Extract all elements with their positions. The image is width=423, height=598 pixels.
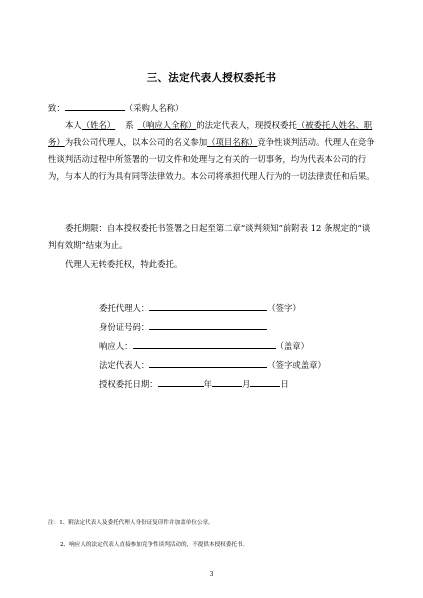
para1-text-1: 本人 bbox=[65, 120, 82, 130]
purchaser-blank bbox=[65, 101, 125, 111]
legal-rep-row bbox=[99, 358, 326, 371]
agent-label: 委托代理人： bbox=[99, 303, 150, 313]
page-title: 三、法定代表人授权委托书 bbox=[146, 72, 277, 84]
salutation-line bbox=[48, 100, 376, 117]
year-label: 年 bbox=[203, 379, 212, 389]
id-number-row bbox=[99, 320, 267, 333]
id-number-line bbox=[149, 320, 267, 330]
para1-text-2: 系 bbox=[125, 120, 134, 130]
agent-signature-row bbox=[99, 301, 301, 314]
month-line bbox=[212, 377, 242, 387]
no-subdelegation-paragraph: 代理人无转委托权，特此委托。 bbox=[65, 259, 183, 269]
page-number: 3 bbox=[209, 571, 214, 578]
legal-rep-note: （签字或盖章） bbox=[267, 360, 326, 370]
respondent-line bbox=[133, 339, 276, 349]
para1-text-5: 竞争性谈判活动。代理人在竞争性谈判活动过程中所签署的一切文件和处理与之有关的一切事务，均为代表本公司的行为，与本人的行为具有同等法律效力。本公司将承担代理人行为的一切法律责任和后果。 bbox=[48, 137, 375, 181]
paren-open: （ bbox=[124, 103, 134, 113]
note-1: 注：1、附法定代表人及委托代理人身份证复印件并加盖单位公章。 bbox=[48, 520, 214, 526]
year-line bbox=[158, 377, 204, 387]
para1-text-4: 为我公司代理人，以本公司的名义参加 bbox=[64, 137, 208, 147]
respondent-field: （响应人全称） bbox=[137, 120, 197, 130]
legal-rep-line bbox=[149, 358, 267, 368]
respondent-row bbox=[99, 339, 309, 352]
paren-close: ） bbox=[175, 103, 184, 113]
date-label: 授权委托日期： bbox=[99, 379, 158, 389]
agent-sign-note: （签字） bbox=[267, 303, 301, 313]
month-label: 月 bbox=[242, 379, 251, 389]
note-2: 2、响应人的法定代表人直接参加竞争性谈判活动的，不提供本授权委托书。 bbox=[60, 542, 249, 548]
salutation-prefix: 致： bbox=[48, 103, 65, 113]
respondent-label: 响应人： bbox=[99, 341, 133, 351]
authorization-paragraph bbox=[48, 117, 376, 185]
authorization-date-row bbox=[99, 377, 289, 390]
term-paragraph: 委托期限：自本授权委托书签署之日起至第二章“谈判须知”前附表 12 条规定的“谈判有效期”结束为止。 bbox=[48, 223, 371, 250]
day-line bbox=[250, 377, 280, 387]
respondent-seal-note: （盖章） bbox=[275, 341, 309, 351]
id-label: 身份证号码： bbox=[99, 322, 150, 332]
agent-signature-line bbox=[149, 301, 267, 311]
legal-rep-label: 法定代表人： bbox=[99, 360, 150, 370]
day-label: 日 bbox=[280, 379, 289, 389]
name-field: （姓名） bbox=[81, 120, 116, 130]
purchaser-name-placeholder: 采购人名称 bbox=[133, 103, 175, 113]
project-field: （项目名称） bbox=[207, 137, 258, 147]
para1-text-3: 的法定代表人，现授权委托 bbox=[196, 120, 297, 130]
agent-field: （被委托人姓名、职务） bbox=[48, 120, 373, 147]
